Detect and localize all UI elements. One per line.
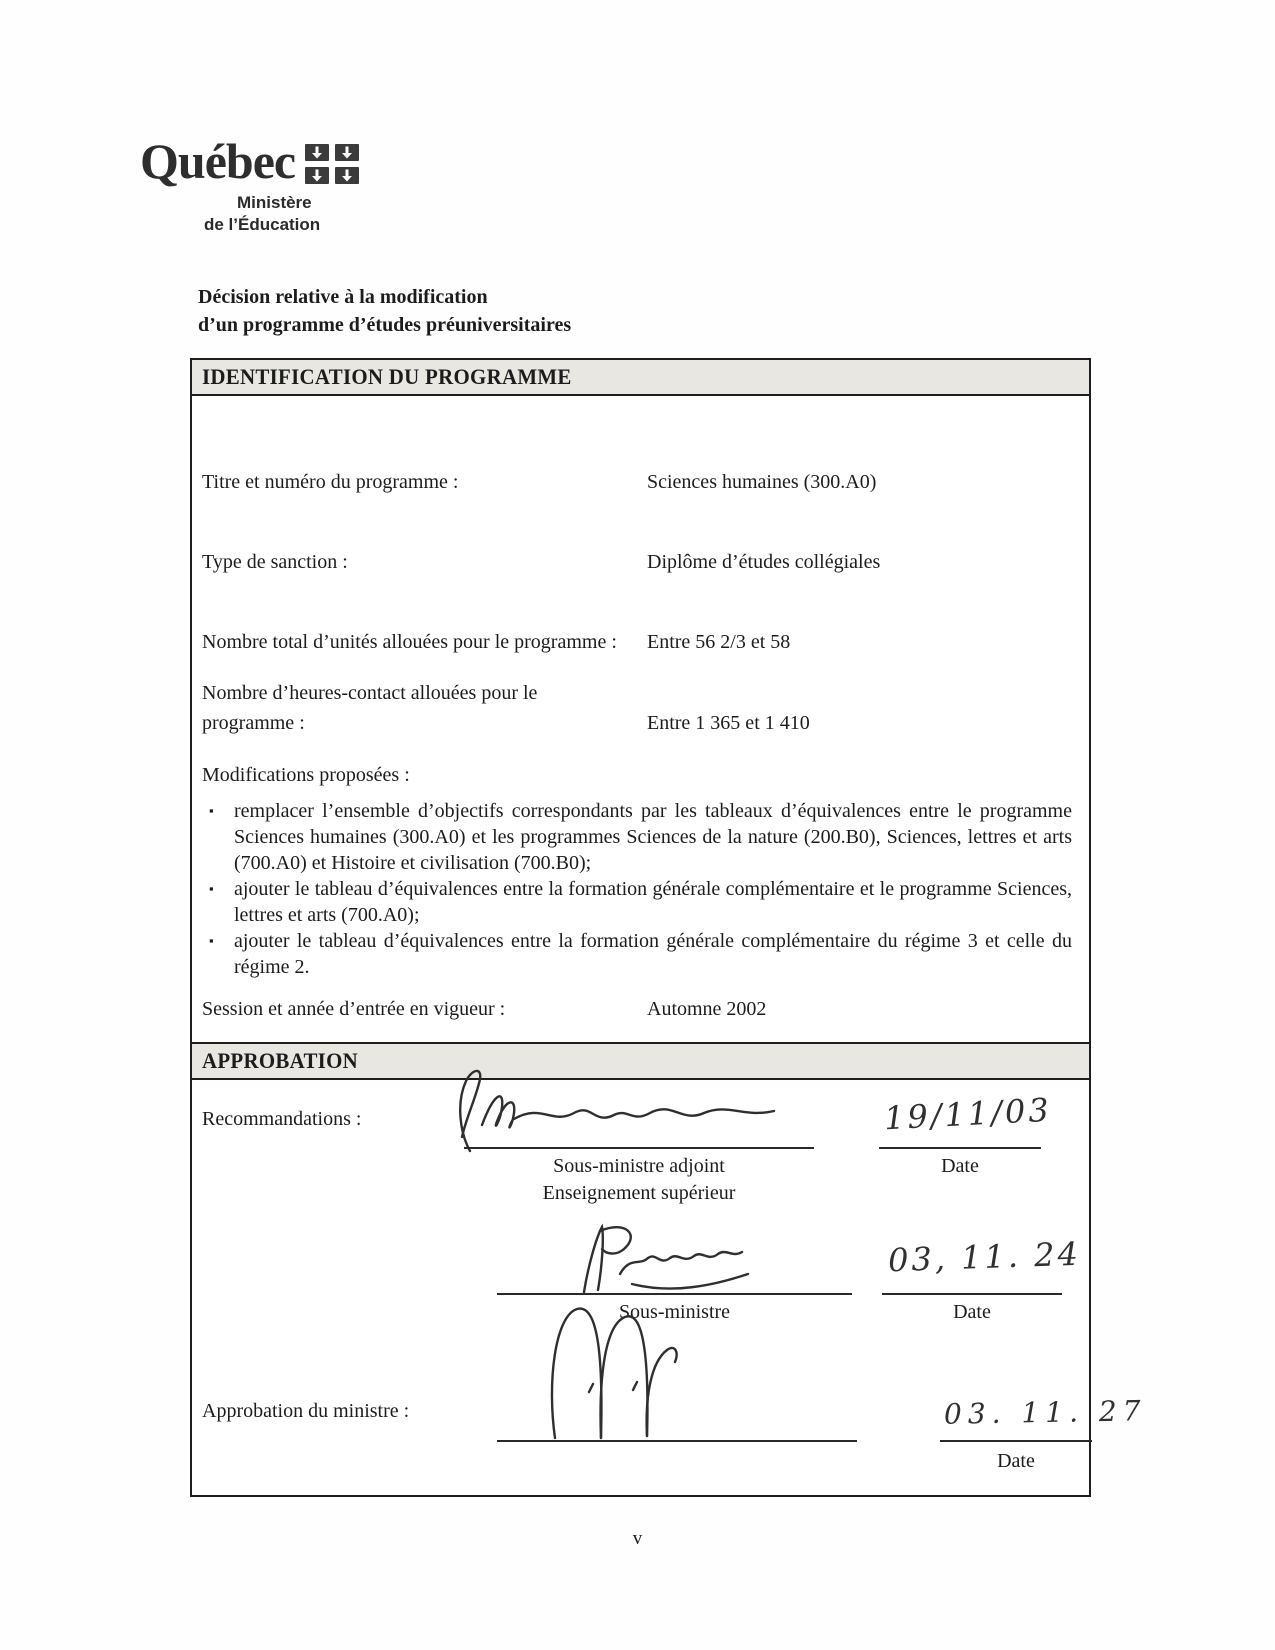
session-label: Session et année d’entrée en vigueur : [202,998,506,1020]
document-title-line1: Décision relative à la modification [198,286,488,308]
signature-ministre [537,1292,737,1442]
ministry-name-line1: Ministère [237,193,312,212]
session-value: Automne 2002 [647,998,767,1020]
signature-role-1-line2: Enseignement supérieur [542,1182,736,1204]
page-number: v [632,1528,643,1549]
field-label-sanction: Type de sanction : [202,551,348,573]
modifications-label: Modifications proposées : [202,764,410,786]
ministry-name [204,192,359,236]
handwritten-date-1: 19/11/03 [883,1090,1053,1138]
field-label-titre: Titre et numéro du programme : [202,471,459,493]
signature-role-1-line1: Sous-ministre adjoint [553,1155,725,1177]
date-label-1: Date [941,1155,979,1177]
signature-line-ministre [497,1440,857,1442]
approbation-ministre-label: Approbation du ministre : [202,1400,410,1422]
field-label-unites: Nombre total d’unités allouées pour le programme : [202,631,617,653]
quebec-wordmark: Québec [140,133,296,189]
signature-sous-ministre [532,1222,812,1296]
identification-section-header [192,360,1089,396]
signature-line-recommandations [464,1147,814,1149]
document-title-line2: d’un programme d’études préuniversitaires [198,314,572,336]
handwritten-date-2: 03, 11. 24 [887,1234,1082,1280]
field-label-heures-line2: programme : [202,712,305,734]
modification-item-1: ▪ remplacer l’ensemble d’objectifs correspondants par les tableaux d’équivalences entre le programme Sciences humaines (300.A0) et les programmes Sciences de la nature (200.B0), Sciences, lettres et arts (700.A0) et Histoire et civilisation (700.B0); [192,798,1080,876]
field-value-sanction: Diplôme d’études collégiales [647,551,881,573]
modification-item-3: ▪ ajouter le tableau d’équivalences entre la formation générale complémentaire du régime 3 et celle du régime 2. [192,928,1080,980]
date-label-2: Date [953,1301,991,1323]
date-line-1 [879,1147,1041,1149]
modification-item-2: ▪ ajouter le tableau d’équivalences entre la formation générale complémentaire et le programme Sciences, lettres et arts (700.A0); [192,876,1080,928]
date-label-3: Date [997,1450,1035,1472]
approbation-header-text: APPROBATION [202,1048,359,1073]
date-line-2 [882,1293,1062,1295]
signature-role-2-line1: Sous-ministre [618,1301,731,1323]
date-line-3 [940,1440,1092,1442]
quebec-flag-icon [305,144,359,184]
modifications-list [192,798,1089,980]
form-box [190,358,1147,1497]
field-value-titre: Sciences humaines (300.A0) [647,471,877,493]
field-value-unites: Entre 56 2/3 et 58 [647,631,791,653]
ministry-name-line2: de l’Éducation [204,215,321,234]
field-value-heures: Entre 1 365 et 1 410 [647,712,810,734]
signature-recommandations [442,1065,822,1153]
quebec-logo [140,133,359,236]
document-title [198,283,571,339]
handwritten-date-3: 03. 11. 27 [943,1394,1147,1431]
field-label-heures-line1: Nombre d’heures-contact allouées pour le [202,682,538,704]
identification-header-text: IDENTIFICATION DU PROGRAMME [202,364,572,389]
recommandations-label: Recommandations : [202,1108,362,1130]
